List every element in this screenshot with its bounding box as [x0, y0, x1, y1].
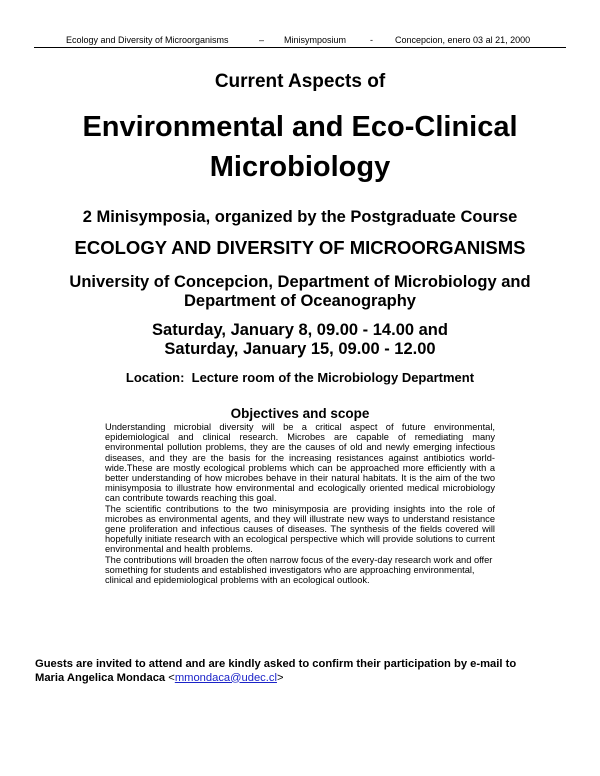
email-close-bracket: >	[276, 671, 284, 684]
header-separator: -	[370, 35, 373, 45]
paragraph: The contributions will broaden the often narrow focus of the every-day research work and offer something for students and established investigators who are approaching environmental, clinical and epidemiological problems with an ecological outlook.	[105, 554, 493, 586]
header-separator: –	[259, 35, 265, 45]
paragraph: The scientific contributions to the two minisymposia are providing insights into the role of microbes as environmental agents, and they will illustrate new ways to understand resistance gene proliferation and infectious causes of diseases. The synthesis of the fields covered will hopefully initiate research with an ecological perspective which will provide solutions to current environmental and health problems.	[105, 503, 495, 555]
invitation-text: Guests are invited to attend and are kindly asked to confirm their participation by e-mail to	[35, 658, 517, 670]
invitation-footer	[35, 658, 575, 685]
header-place-date: Concepcion, enero 03 al 21, 2000	[395, 35, 531, 45]
email-link[interactable]: mmondaca@udec.cl	[174, 671, 277, 684]
contact-line	[35, 672, 575, 686]
university-line-1: University of Concepcion, Department of Microbiology and	[69, 273, 531, 291]
page-title-line-2: Microbiology	[209, 151, 391, 183]
email-open-bracket: <	[165, 671, 175, 684]
date-line-1: Saturday, January 8, 09.00 - 14.00 and	[152, 321, 448, 339]
organized-by: 2 Minisymposia, organized by the Postgraduate Course	[82, 208, 518, 226]
objectives-heading: Objectives and scope	[230, 406, 370, 421]
header-rule	[34, 47, 566, 48]
header-event-type: Minisymposium	[284, 35, 347, 45]
paragraph: Understanding microbial diversity will be a critical aspect of future environmental, epidemiological and clinical research. Microbes are capable of remediating many environmental pollution problems, they are the causes of old and newly emerging infectious diseases, and they are the basis for the increasing resistances against antibiotics world-wide.These are mostly ecological problems which can be approached more efficiently with a better understanding of how microbes behave in their natural habitats. It is the aim of the two minisymposia to illustrate how environmental and ecologically oriented medical microbiology can contribute towards reaching this goal.	[105, 422, 495, 504]
subtitle: Current Aspects of	[214, 71, 386, 92]
objectives-body	[105, 422, 495, 585]
location-text: Location: Lecture room of the Microbiology Department	[125, 370, 475, 385]
header-course-name: Ecology and Diversity of Microorganisms	[66, 35, 229, 45]
contact-name: Maria Angelica Mondaca	[35, 671, 166, 684]
location	[0, 369, 600, 386]
page-title-line-1: Environmental and Eco-Clinical	[82, 111, 518, 143]
date-line-2: Saturday, January 15, 09.00 - 12.00	[164, 340, 436, 358]
university-line-2: Department of Oceanography	[184, 292, 416, 310]
course-name: ECOLOGY AND DIVERSITY OF MICROORGANISMS	[74, 237, 526, 258]
